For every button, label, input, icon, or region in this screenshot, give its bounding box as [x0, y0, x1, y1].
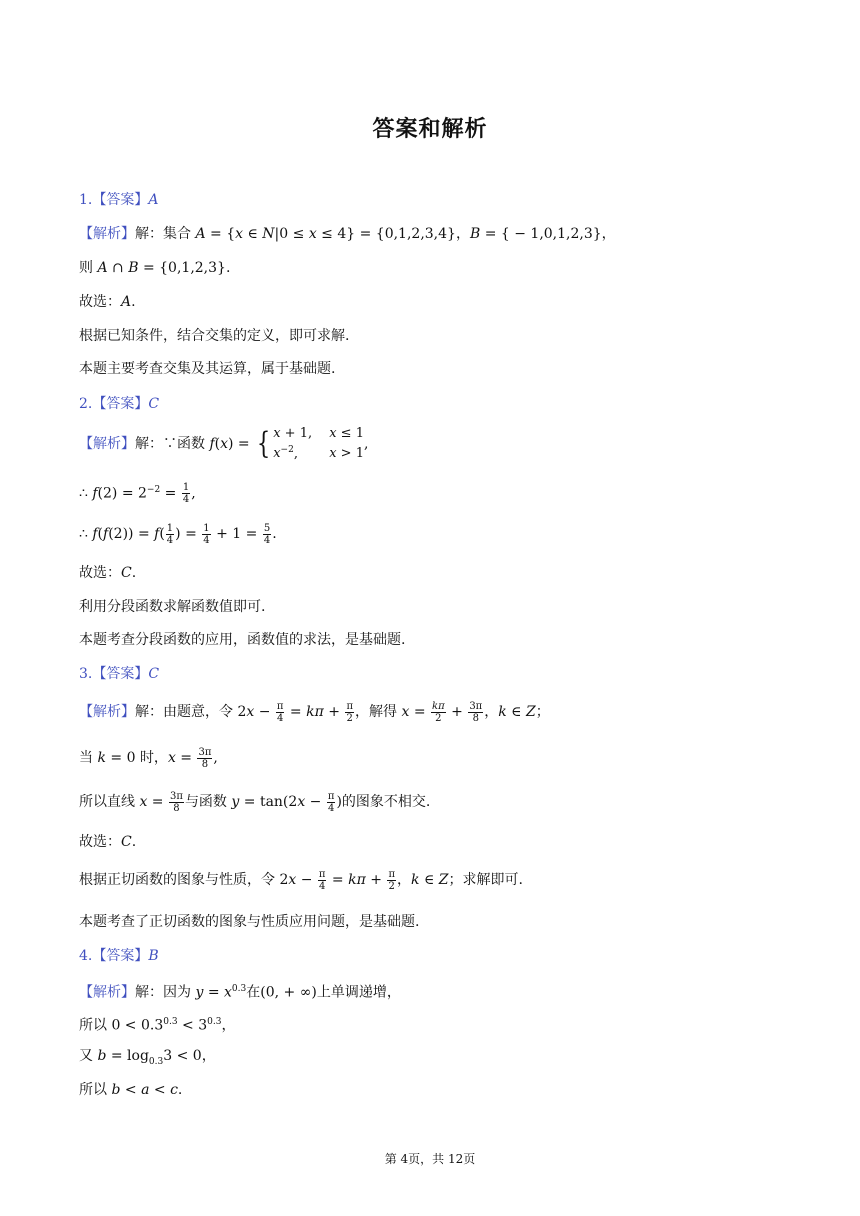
q4-answer-label: 4.【答案】: [79, 948, 149, 964]
q3-analysis-line6: 本题考查了正切函数的图象与性质应用问题，是基础题.: [79, 914, 420, 930]
q4-analysis-line3: 又 $b = \log_{0.3}3 < 0$，: [79, 1048, 216, 1067]
q4-analysis-label: 【解析】: [79, 984, 135, 1001]
q4-text: 上单调递增，: [316, 984, 401, 1001]
q2-answer-label: 2.【答案】: [79, 396, 149, 412]
q2-answer: C: [148, 396, 160, 412]
q3-analysis-line5: 根据正切函数的图象与性质，令 2x − $\frac{\pi}{4}$ = kπ + $\frac{\pi}{2}$ ，k ∈ Z；求解即可.: [79, 868, 523, 892]
q2-analysis-line2: ∴ $f(2) = 2^{-2}$ = $\frac{1}{4}$ ,: [79, 482, 196, 506]
q2-analysis-line1: 【解析】解：∵函数 f(x) = { x + 1, x ≤ 1 $x^{-2}$, x > 1 ,: [79, 426, 369, 462]
q2-analysis-line3: ∴ f(f(2)) = f( $\frac{1}{4}$ ) = $\frac{1}{4}$ + 1 = $\frac{5}{4}$ .: [79, 522, 277, 546]
q2-answer-line: [79, 394, 159, 414]
q4-answer-line: [79, 946, 159, 966]
q4-text: 解：因为: [135, 984, 191, 1001]
q1-analysis-label: 【解析】: [79, 226, 135, 242]
q2-analysis-line4: 故选：C.: [79, 565, 137, 581]
q3-text: 当: [79, 750, 93, 766]
q4-analysis-line2: 所以 $0 < 0.3^{0.3} < 3^{0.3}$，: [79, 1017, 236, 1034]
q4-text: 所以: [79, 1082, 107, 1098]
q2-analysis-label: 【解析】: [79, 436, 135, 453]
q4-text: 所以: [79, 1017, 107, 1034]
page-footer: 第 4页，共 12页: [384, 1152, 476, 1166]
q3-text: 根据正切函数的图象与性质，令: [79, 872, 275, 888]
q3-answer-line: [79, 664, 159, 684]
q1-text: 则: [79, 260, 93, 276]
q1-analysis-line5: 本题主要考查交集及其运算，属于基础题.: [79, 361, 336, 377]
q3-answer: C: [148, 666, 160, 682]
q2-analysis-line5: 利用分段函数求解函数值即可.: [79, 599, 266, 615]
q4-text: 又: [79, 1048, 93, 1064]
q3-text: 解得: [369, 704, 398, 720]
q1-choice: A: [121, 294, 132, 310]
q3-text: 时，: [139, 750, 168, 766]
q2-text: 故选：: [79, 565, 121, 581]
q3-text: 故选：: [79, 834, 121, 850]
q2-analysis-line6: 本题考查分段函数的应用，函数值的求法，是基础题.: [79, 632, 406, 648]
q3-choice: C: [121, 834, 132, 850]
q1-analysis-line1: 【解析】解：集合 A = {x ∈ N|0 ≤ x ≤ 4} = {0,1,2,3,4}，B = { − 1,0,1,2,3}，: [79, 226, 616, 242]
q4-text: 在: [246, 984, 261, 1001]
q4-answer: B: [148, 948, 159, 964]
q3-analysis-line2: 当 k = 0 时，x = $\frac{3\pi}{8}$ ,: [79, 746, 218, 770]
q3-text: 与函数: [184, 794, 227, 810]
q1-text: 故选：: [79, 294, 121, 310]
q1-answer-line: [79, 190, 158, 210]
q3-text: 所以直线: [79, 794, 135, 810]
q1-answer: A: [148, 192, 159, 208]
q2-text: 解：∵函数: [135, 436, 205, 453]
q4-analysis-line1: 【解析】解：因为 $y = x^{0.3}$在(0, + ∞)上单调递增，: [79, 984, 401, 1001]
q1-analysis-line4: 根据已知条件，结合交集的定义，即可求解.: [79, 328, 350, 344]
q3-analysis-line4: 故选：C.: [79, 834, 137, 850]
q3-analysis-line3: 所以直线 x = $\frac{3\pi}{8}$ 与函数 y = tan(2x − $\frac{\pi}{4}$ )的图象不相交.: [79, 790, 431, 814]
q3-text: 的图象不相交.: [341, 794, 431, 810]
q4-analysis-line4: 所以 b < a < c.: [79, 1082, 183, 1098]
q1-analysis-line3: 故选：A.: [79, 294, 136, 310]
q3-answer-label: 3.【答案】: [79, 666, 149, 682]
q3-analysis-label: 【解析】: [79, 704, 135, 720]
q3-text: 求解即可.: [462, 872, 523, 888]
q2-choice: C: [121, 565, 132, 581]
page-title: 答案和解析: [372, 117, 488, 142]
q3-text: 解：由题意，令: [135, 704, 233, 720]
q1-analysis-line2: 则 A ∩ B = {0,1,2,3}.: [79, 260, 231, 276]
q1-answer-label: 1.【答案】: [79, 192, 149, 208]
q1-text: 解：集合: [135, 226, 191, 242]
q3-analysis-line1: 【解析】解：由题意，令 2x − $\frac{\pi}{4}$ = kπ + $\frac{\pi}{2}$ ，解得 x = $\frac{k\pi}{2}$ + $\frac{3\pi}{8}$ ，k ∈ Z；: [79, 700, 550, 724]
